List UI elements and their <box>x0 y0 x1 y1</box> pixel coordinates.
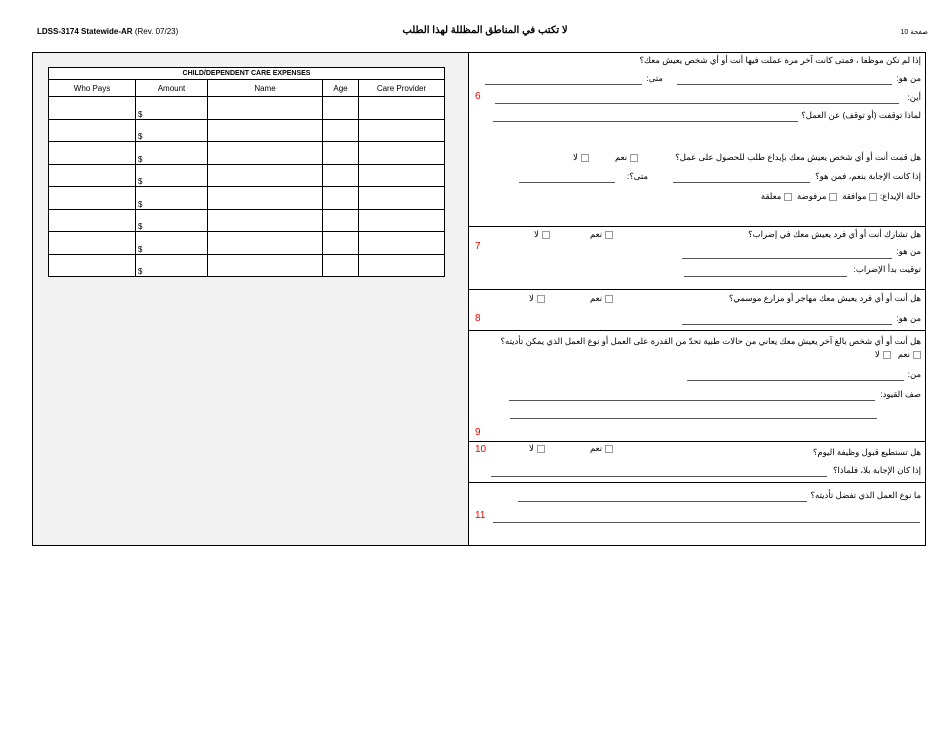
q9-describe-field-2[interactable] <box>510 418 877 419</box>
q6-where-field[interactable] <box>495 103 899 104</box>
cell-age[interactable] <box>323 232 359 255</box>
q9-yes[interactable]: نعم <box>898 349 921 359</box>
table-row <box>49 142 445 165</box>
q6-when2-field[interactable] <box>519 182 615 183</box>
cell-amount[interactable]: $ <box>136 209 208 232</box>
q11-field-2[interactable] <box>493 522 920 523</box>
cell-who-pays[interactable] <box>49 164 136 187</box>
cell-amount[interactable]: $ <box>136 232 208 255</box>
q9-describe-field[interactable] <box>509 400 875 401</box>
table-row <box>49 97 445 120</box>
cell-age[interactable] <box>323 97 359 120</box>
cell-name[interactable] <box>208 232 323 255</box>
cell-name[interactable] <box>208 97 323 120</box>
cell-who-pays[interactable] <box>49 209 136 232</box>
q10-no[interactable]: لا <box>529 443 545 454</box>
q11-number: 11 <box>475 510 486 521</box>
q6-who-label: من هو: <box>896 73 921 83</box>
cell-amount[interactable]: $ <box>136 187 208 210</box>
page-number: صفحة 10 <box>900 29 928 36</box>
care-expenses-table <box>48 67 445 277</box>
q6-when2-label: متى؟: <box>626 171 648 181</box>
q6-applied-no[interactable]: لا <box>573 152 589 163</box>
cell-name[interactable] <box>208 164 323 187</box>
cell-amount[interactable]: $ <box>136 119 208 142</box>
question-10 <box>469 441 925 483</box>
q6-status: حالة الإيداع: موافقة مرفوضة معلقة <box>760 191 921 201</box>
question-8 <box>469 289 925 331</box>
table-row <box>49 187 445 210</box>
col-provider: Care Provider <box>359 80 445 97</box>
q6-who-field[interactable] <box>677 84 892 85</box>
cell-name[interactable] <box>208 142 323 165</box>
cell-care-provider[interactable] <box>359 187 445 210</box>
cell-care-provider[interactable] <box>359 119 445 142</box>
q7-who-field[interactable] <box>682 258 892 259</box>
table-row <box>49 209 445 232</box>
cell-age[interactable] <box>323 209 359 232</box>
q9-who-field[interactable] <box>687 380 904 381</box>
question-9 <box>469 330 925 442</box>
q6-status-rejected[interactable]: مرفوضة <box>796 191 827 201</box>
q7-who-label: من هو: <box>896 246 921 256</box>
q7-text: هل تشارك أنت أو أي فرد يعيش معك في إضراب؟ <box>748 229 921 239</box>
cell-who-pays[interactable] <box>49 232 136 255</box>
q7-number: 7 <box>475 241 481 252</box>
q10-yes[interactable]: نعم <box>590 443 613 454</box>
q8-no[interactable]: لا <box>529 293 545 304</box>
q8-who-field[interactable] <box>682 324 892 325</box>
q9-options <box>875 349 921 360</box>
q10-number: 10 <box>475 444 487 455</box>
q6-applied-yes[interactable]: نعم <box>615 152 638 163</box>
cell-who-pays[interactable] <box>49 254 136 277</box>
cell-amount[interactable]: $ <box>136 254 208 277</box>
q6-when-field[interactable] <box>485 84 642 85</box>
table-row <box>49 232 445 255</box>
q6-status-approved[interactable]: موافقة <box>842 191 867 201</box>
q9-text: هل أنت أو أي شخص بالغ آخر يعيش معك يعاني من حالات طبية تحدّ من القدرة على العمل أو نوع العمل الذي يمكن تأديته؟ <box>500 336 921 346</box>
col-who-pays: Who Pays <box>49 80 136 97</box>
question-7 <box>469 226 925 290</box>
q6-applied-text: هل قمت أنت أو أي شخص يعيش معك بإيداع طلب للحصول على عمل؟ <box>675 152 921 162</box>
q6-if-yes-field[interactable] <box>673 182 810 183</box>
question-11 <box>469 482 925 545</box>
cell-amount[interactable]: $ <box>136 142 208 165</box>
q8-text: هل أنت أو أي فرد يعيش معك مهاجر أو مزارع موسمي؟ <box>728 293 921 303</box>
table-row <box>49 164 445 187</box>
cell-who-pays[interactable] <box>49 97 136 120</box>
q9-who-label: من: <box>907 369 921 379</box>
cell-care-provider[interactable] <box>359 209 445 232</box>
table-title: CHILD/DEPENDENT CARE EXPENSES <box>49 68 445 80</box>
q6-number: 6 <box>475 91 481 102</box>
cell-age[interactable] <box>323 119 359 142</box>
col-amount: Amount <box>136 80 208 97</box>
q10-if-no-field[interactable] <box>491 476 827 477</box>
q10-text: هل تستطيع قبول وظيفة اليوم؟ <box>812 447 921 457</box>
question-6 <box>469 53 925 227</box>
q6-when-label: متى: <box>646 73 663 83</box>
cell-name[interactable] <box>208 187 323 210</box>
cell-care-provider[interactable] <box>359 142 445 165</box>
q7-yes[interactable]: نعم <box>590 229 613 240</box>
cell-amount[interactable]: $ <box>136 97 208 120</box>
q6-why-label: لماذا توقفت (أو توقف) عن العمل؟ <box>801 110 921 120</box>
q7-strike-field[interactable] <box>684 276 847 277</box>
cell-amount[interactable]: $ <box>136 164 208 187</box>
table-row <box>49 254 445 277</box>
q7-no[interactable]: لا <box>534 229 550 240</box>
q8-yes[interactable]: نعم <box>590 293 613 304</box>
cell-who-pays[interactable] <box>49 142 136 165</box>
q6-where-label: أين: <box>907 92 921 102</box>
cell-name[interactable] <box>208 119 323 142</box>
q9-number: 9 <box>475 427 481 438</box>
q8-number: 8 <box>475 313 481 324</box>
cell-age[interactable] <box>323 187 359 210</box>
q9-describe-label: صف القيود: <box>880 389 921 399</box>
cell-care-provider[interactable] <box>359 97 445 120</box>
shaded-area-notice: لا تكتب في المناطق المظللة لهذا الطلب <box>402 25 568 36</box>
cell-age[interactable] <box>323 142 359 165</box>
q6-if-yes-label: إذا كانت الإجابة بنعم، فمن هو؟ <box>815 171 921 181</box>
table-row <box>49 119 445 142</box>
form-id: LDSS-3174 Statewide-AR (Rev. 07/23) <box>37 27 179 36</box>
cell-name[interactable] <box>208 209 323 232</box>
cell-who-pays[interactable] <box>49 187 136 210</box>
q11-text: ما نوع العمل الذي تفضل تأديته؟ <box>810 490 921 500</box>
q6-why-field[interactable] <box>493 121 798 122</box>
q6-status-pending[interactable]: معلقة <box>760 191 782 201</box>
cell-care-provider[interactable] <box>359 164 445 187</box>
cell-care-provider[interactable] <box>359 232 445 255</box>
q8-who-label: من هو: <box>896 313 921 323</box>
q9-no[interactable]: لا <box>875 349 891 359</box>
col-name: Name <box>208 80 323 97</box>
q10-if-no-label: إذا كان الإجابة بلا، فلماذا؟ <box>832 465 921 475</box>
cell-age[interactable] <box>323 254 359 277</box>
cell-age[interactable] <box>323 164 359 187</box>
cell-care-provider[interactable] <box>359 254 445 277</box>
cell-who-pays[interactable] <box>49 119 136 142</box>
q7-strike-label: توقيت بدأ الإضراب: <box>853 264 921 274</box>
q6-text: إذا لم تكن موظفا ، فمتى كانت آخر مرة عملت فيها أنت أو أي شخص يعيش معك؟ <box>639 55 921 65</box>
col-age: Age <box>323 80 359 97</box>
cell-name[interactable] <box>208 254 323 277</box>
q11-field[interactable] <box>518 501 807 502</box>
